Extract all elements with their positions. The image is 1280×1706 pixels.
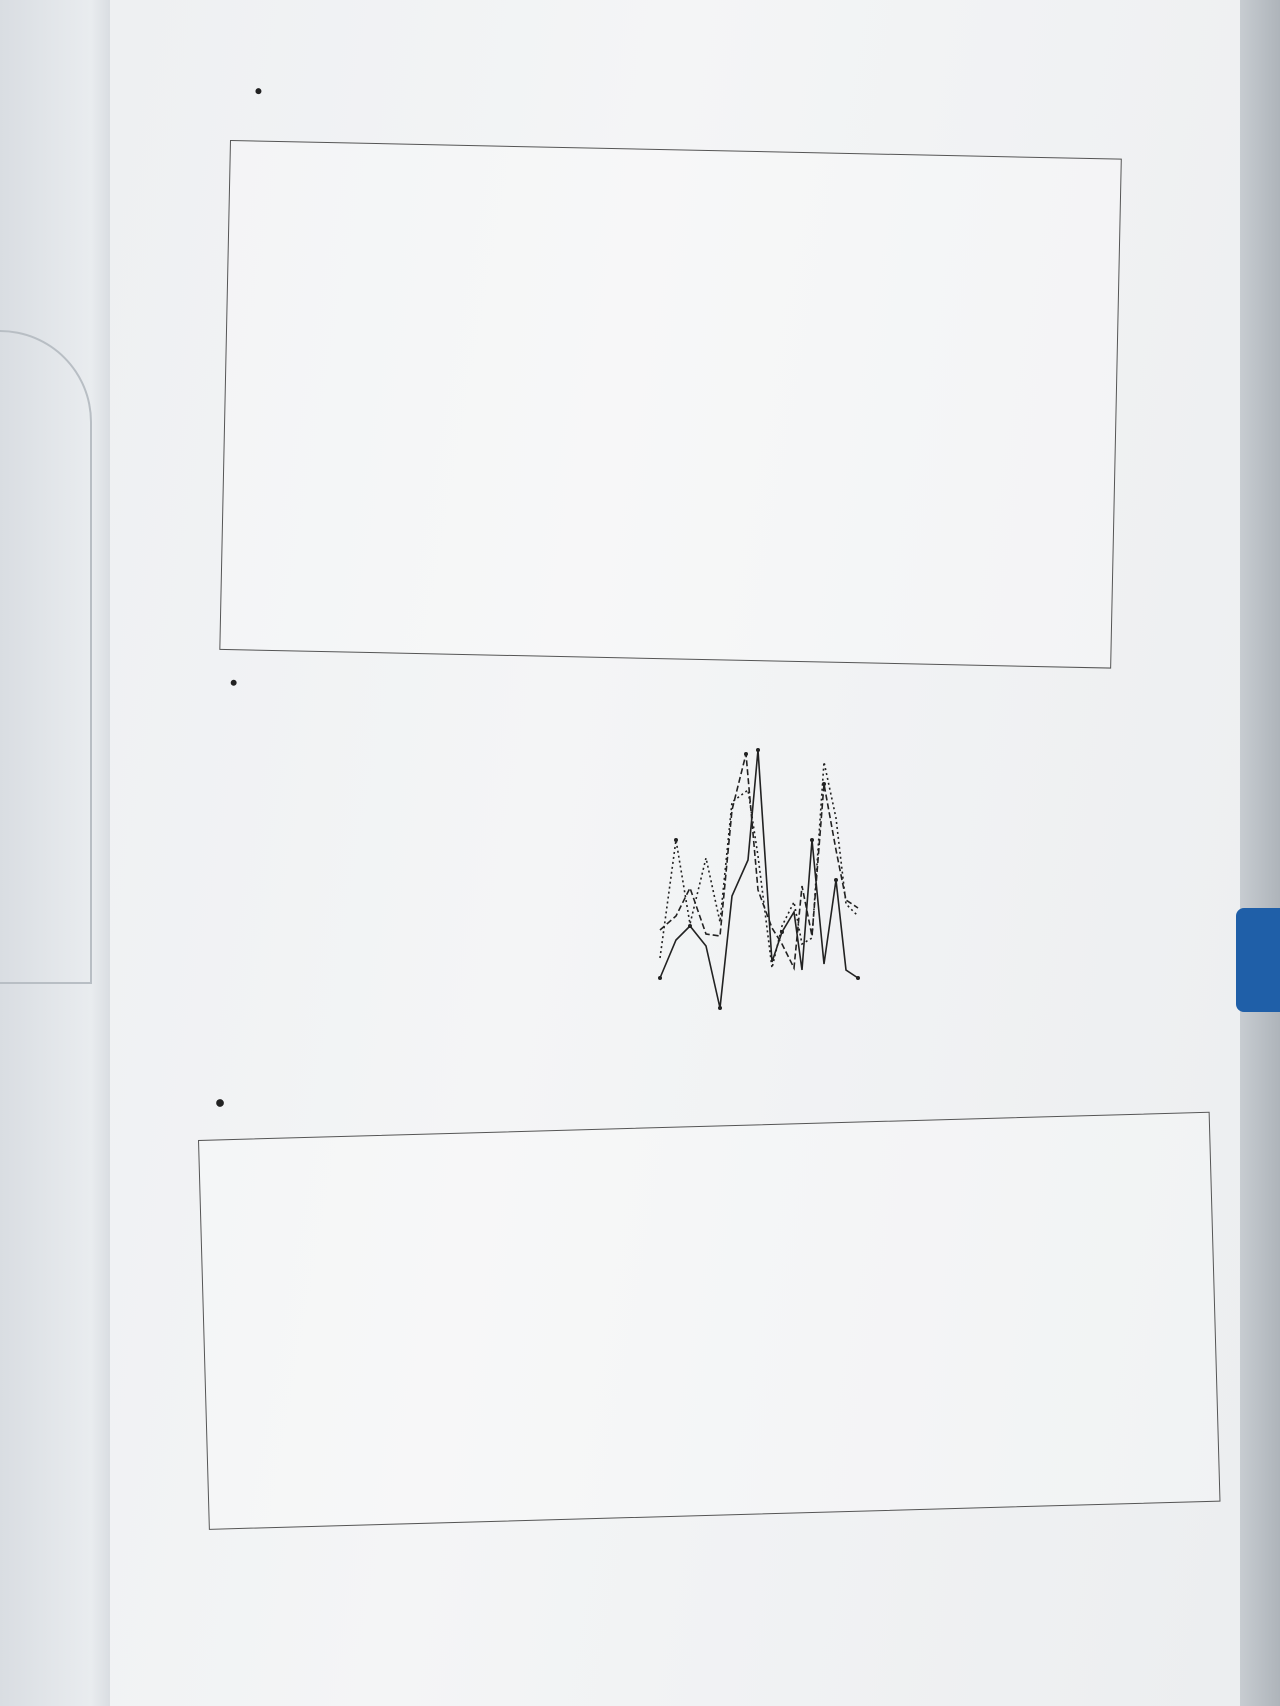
page-edge-shadow xyxy=(1240,0,1280,1706)
bullet-icon: • xyxy=(254,80,263,104)
bullet-icon: • xyxy=(215,1087,226,1118)
step13-heading xyxy=(215,1088,233,1119)
data-point xyxy=(658,976,662,980)
data-point xyxy=(810,838,814,842)
step13-code-box xyxy=(198,1112,1220,1530)
data-point xyxy=(822,782,826,786)
three-axis-line-figure xyxy=(520,730,910,1040)
data-point xyxy=(674,838,678,842)
data-point xyxy=(688,924,692,928)
data-point xyxy=(780,930,784,934)
page-fold-decoration xyxy=(0,330,92,984)
part-tab xyxy=(1236,908,1280,1012)
data-point xyxy=(718,1006,722,1010)
step12-heading xyxy=(254,80,270,104)
data-point xyxy=(744,752,748,756)
bullet-icon: • xyxy=(229,670,238,696)
plot-lines xyxy=(660,750,858,1008)
population-line xyxy=(660,750,858,1008)
data-point xyxy=(856,976,860,980)
step12-code-box xyxy=(219,140,1121,669)
data-point xyxy=(756,748,760,752)
data-point xyxy=(834,878,838,882)
plot-points xyxy=(658,748,860,1010)
bullet-note xyxy=(230,670,246,696)
